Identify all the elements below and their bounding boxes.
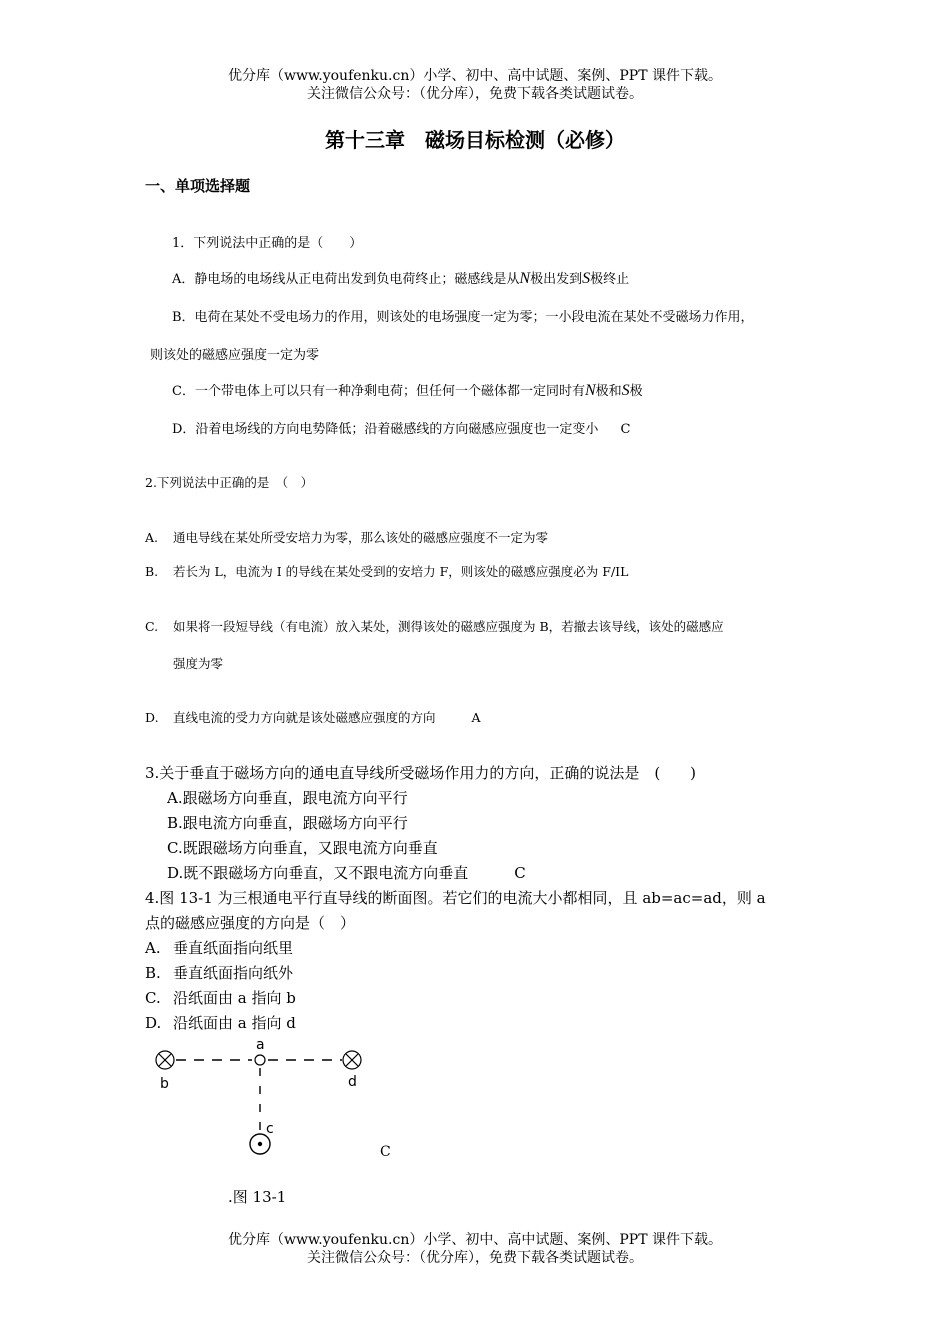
wire-d-into-page-icon (343, 1051, 361, 1069)
q2-answer: A (471, 710, 481, 725)
q2-option-c: C. 如果将一段短导线（有电流）放入某处，测得该处的磁感应强度为 B，若撤去该导线，该处的磁感应 (145, 619, 724, 634)
q2-option-a: A. 通电导线在某处所受安培力为零，那么该处的磁感应强度不一定为零 (145, 530, 549, 545)
q4-option-b: B. 垂直纸面指向纸外 (145, 964, 294, 982)
figure-13-1 (150, 1038, 410, 1166)
wire-b-into-page-icon (156, 1051, 174, 1069)
q4-stem-line2: 点的磁感应强度的方向是（ ） (145, 914, 356, 932)
point-a (255, 1055, 265, 1065)
q4-option-d: D. 沿纸面由 a 指向 d (145, 1014, 296, 1032)
q1-option-d: D．沿着电场线的方向电势降低；沿着磁感线的方向磁感应强度也一定变小 C (172, 422, 631, 437)
q2-option-c-line2: 强度为零 (173, 656, 224, 671)
q3-option-a: A.跟磁场方向垂直，跟电流方向平行 (167, 789, 408, 807)
q2-stem: 2.下列说法中正确的是 （ ） (145, 475, 314, 490)
q1-option-c: C．一个带电体上可以只有一种净剩电荷；但任何一个磁体都一定同时有N极和S极 (172, 382, 643, 399)
q4-stem-line1: 4.图 13-1 为三根通电平行直导线的断面图。若它们的电流大小都相同，且 ab=ac=ad，则 a (145, 889, 766, 907)
q3-option-b: B.跟电流方向垂直，跟磁场方向平行 (167, 814, 408, 832)
q1-option-b-line1: B．电荷在某处不受电场力的作用，则该处的电场强度一定为零；一小段电流在某处不受磁场力作用， (172, 310, 754, 325)
page-title: 第十三章 磁场目标检测（必修） (325, 128, 625, 152)
q3-stem: 3.关于垂直于磁场方向的通电直导线所受磁场作用力的方向，正确的说法是 ( ) (145, 764, 697, 782)
q4-answer: C (380, 1144, 391, 1160)
footer-line-2: 关注微信公众号：（优分库），免费下载各类试题试卷。 (307, 1250, 643, 1266)
q2-option-b: B. 若长为 L，电流为 I 的导线在某处受到的安培力 F，则该处的磁感应强度必为 F/IL (145, 564, 629, 579)
q1-option-b-line2: 则该处的磁感应强度一定为零 (150, 348, 320, 363)
q1-stem: 1．下列说法中正确的是（ ） (172, 236, 363, 251)
label-b: b (160, 1076, 169, 1092)
figure-caption: .图 13-1 (228, 1188, 287, 1206)
header-line-2: 关注微信公众号：（优分库），免费下载各类试题试卷。 (307, 86, 643, 102)
section-heading: 一、单项选择题 (145, 177, 251, 195)
label-d: d (348, 1074, 357, 1090)
label-c: c (266, 1121, 274, 1137)
q1-option-a: A．静电场的电场线从正电荷出发到负电荷终止；磁感线是从N极出发到S极终止 (172, 270, 630, 287)
q3-option-c: C.既跟磁场方向垂直，又跟电流方向垂直 (167, 839, 438, 857)
q3-option-d: D.既不跟磁场方向垂直，又不跟电流方向垂直 C (167, 864, 526, 882)
q3-answer: C (514, 864, 526, 882)
label-a: a (256, 1038, 265, 1053)
header-line-1: 优分库（www.youfenku.cn）小学、初中、高中试题、案例、PPT 课件下载。 (227, 68, 722, 84)
footer-line-1: 优分库（www.youfenku.cn）小学、初中、高中试题、案例、PPT 课件下载。 (227, 1232, 722, 1248)
q2-option-d: D. 直线电流的受力方向就是该处磁感应强度的方向 A (145, 710, 481, 725)
q4-option-a: A. 垂直纸面指向纸里 (145, 939, 294, 957)
q1-answer: C (620, 422, 631, 437)
wire-c-out-of-page-icon (250, 1134, 270, 1154)
q4-option-c: C. 沿纸面由 a 指向 b (145, 989, 296, 1007)
